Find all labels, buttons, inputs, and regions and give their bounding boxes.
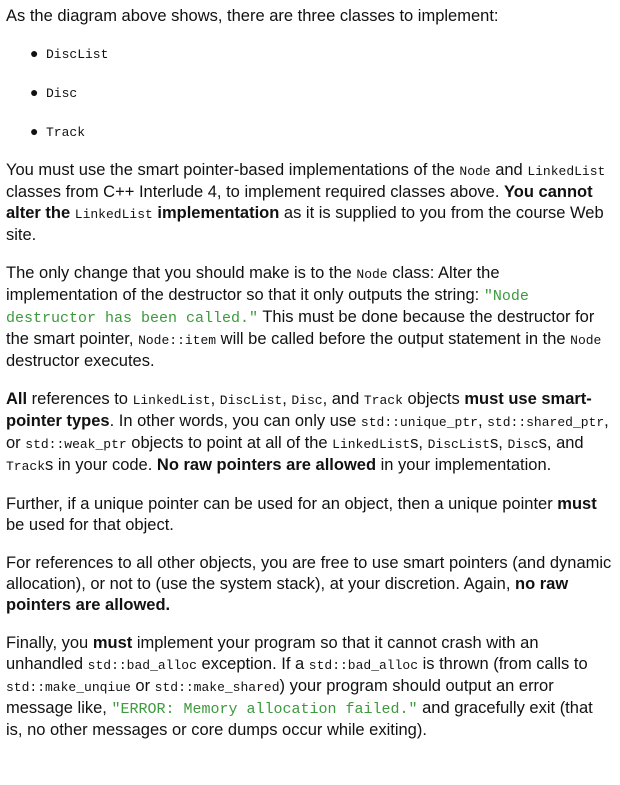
text: as it is supplied to you from the course Web site. [6, 204, 604, 244]
paragraph-node-destructor [6, 263, 612, 372]
code-string: "Node destructor has been called." [6, 288, 529, 327]
text: This must be done because the destructor for the smart pointer, [6, 308, 595, 348]
text: implement your program so that it cannot crash with an unhandled [6, 634, 539, 673]
text: You must use the smart pointer-based implementations of the [6, 161, 460, 179]
text: objects to point at all of the [126, 434, 333, 452]
code: Disc [507, 437, 539, 452]
code: Node [459, 164, 491, 179]
text: objects [402, 390, 465, 408]
code: Node [356, 267, 388, 282]
text: will be called before the output statement in the [216, 330, 571, 348]
text: Finally, you [6, 634, 93, 652]
code: std::shared_ptr [487, 415, 605, 430]
list-item [6, 121, 612, 160]
code: LinkedList [74, 207, 153, 222]
code: std::weak_ptr [25, 437, 127, 452]
text: , [477, 412, 488, 430]
list-item [6, 82, 612, 121]
bold-text: All [6, 390, 28, 408]
paragraph-unique-pointer [6, 494, 612, 536]
text: in your implementation. [376, 456, 552, 474]
code: Track [363, 393, 403, 408]
bullet-icon: ● [30, 123, 39, 139]
bullet-icon: ● [30, 45, 39, 61]
text: Further, if a unique pointer can be used for an object, then a unique pointer [6, 495, 558, 513]
text: s in your code. [45, 456, 157, 474]
text: and [490, 161, 528, 179]
class-list [6, 43, 612, 160]
code: Node [570, 333, 602, 348]
intro-paragraph: As the diagram above shows, there are three classes to implement: [6, 7, 499, 25]
text: s, and [538, 434, 584, 452]
text: . In other words, you can only use [109, 412, 361, 430]
paragraph-bad-alloc [6, 633, 612, 741]
text: For references to all other objects, you are free to use smart pointers (and dynamic allocation), or not to (use the system stack), at your discretion. Again, [6, 554, 612, 593]
class-name: DiscList [46, 47, 109, 62]
paragraph-smart-pointer-types [6, 389, 612, 477]
text: is thrown (from calls to [418, 655, 588, 673]
code: std::unique_ptr [360, 415, 478, 430]
bold-text: must use smart-pointer types [6, 390, 592, 430]
class-name: Disc [46, 86, 78, 101]
text: , [282, 390, 292, 408]
bold-text: no raw pointers are allowed. [6, 575, 569, 614]
code: std::make_unqiue [6, 680, 131, 695]
bold-text: implementation [152, 204, 280, 222]
bold-text: No raw pointers are allowed [156, 456, 377, 474]
code: std::make_shared [154, 680, 280, 695]
text: class: Alter the implementation of the destructor so that it only outputs the string: [6, 264, 500, 304]
code: Node::item [138, 333, 217, 348]
code-string: "ERROR: Memory allocation failed." [111, 701, 418, 718]
text: s, [490, 434, 508, 452]
code: LinkedList [332, 437, 411, 452]
text: , and [322, 390, 364, 408]
code: Disc [291, 393, 323, 408]
text: or [130, 677, 155, 695]
text: ) your program should output an error message like, [6, 677, 554, 717]
text: exception. If a [196, 655, 309, 673]
paragraph-smart-pointer-impl [6, 160, 612, 246]
code: LinkedList [527, 164, 606, 179]
text: The only change that you should make is to the [6, 264, 357, 282]
text: , [210, 390, 220, 408]
code: std::bad_alloc [308, 658, 419, 673]
paragraph-other-objects [6, 553, 612, 616]
bold-text: must [92, 634, 133, 652]
bullet-icon: ● [30, 84, 39, 100]
text: references to [27, 390, 133, 408]
code: std::bad_alloc [87, 658, 197, 673]
text: and gracefully exit (that is, no other messages or core dumps occur while exiting). [6, 699, 593, 739]
text: be used for that object. [6, 516, 174, 534]
bold-text: must [557, 495, 597, 513]
class-name: Track [46, 125, 86, 140]
text: s, [410, 434, 428, 452]
code: DiscList [427, 437, 491, 452]
text: destructor executes. [6, 352, 155, 370]
code: Track [6, 459, 46, 474]
code: DiscList [219, 393, 283, 408]
bold-text: You cannot alter the [6, 183, 593, 222]
text: classes from C++ Interlude 4, to implement required classes above. [6, 183, 504, 201]
list-item [6, 43, 612, 82]
code: LinkedList [132, 393, 211, 408]
text: , or [6, 412, 609, 452]
